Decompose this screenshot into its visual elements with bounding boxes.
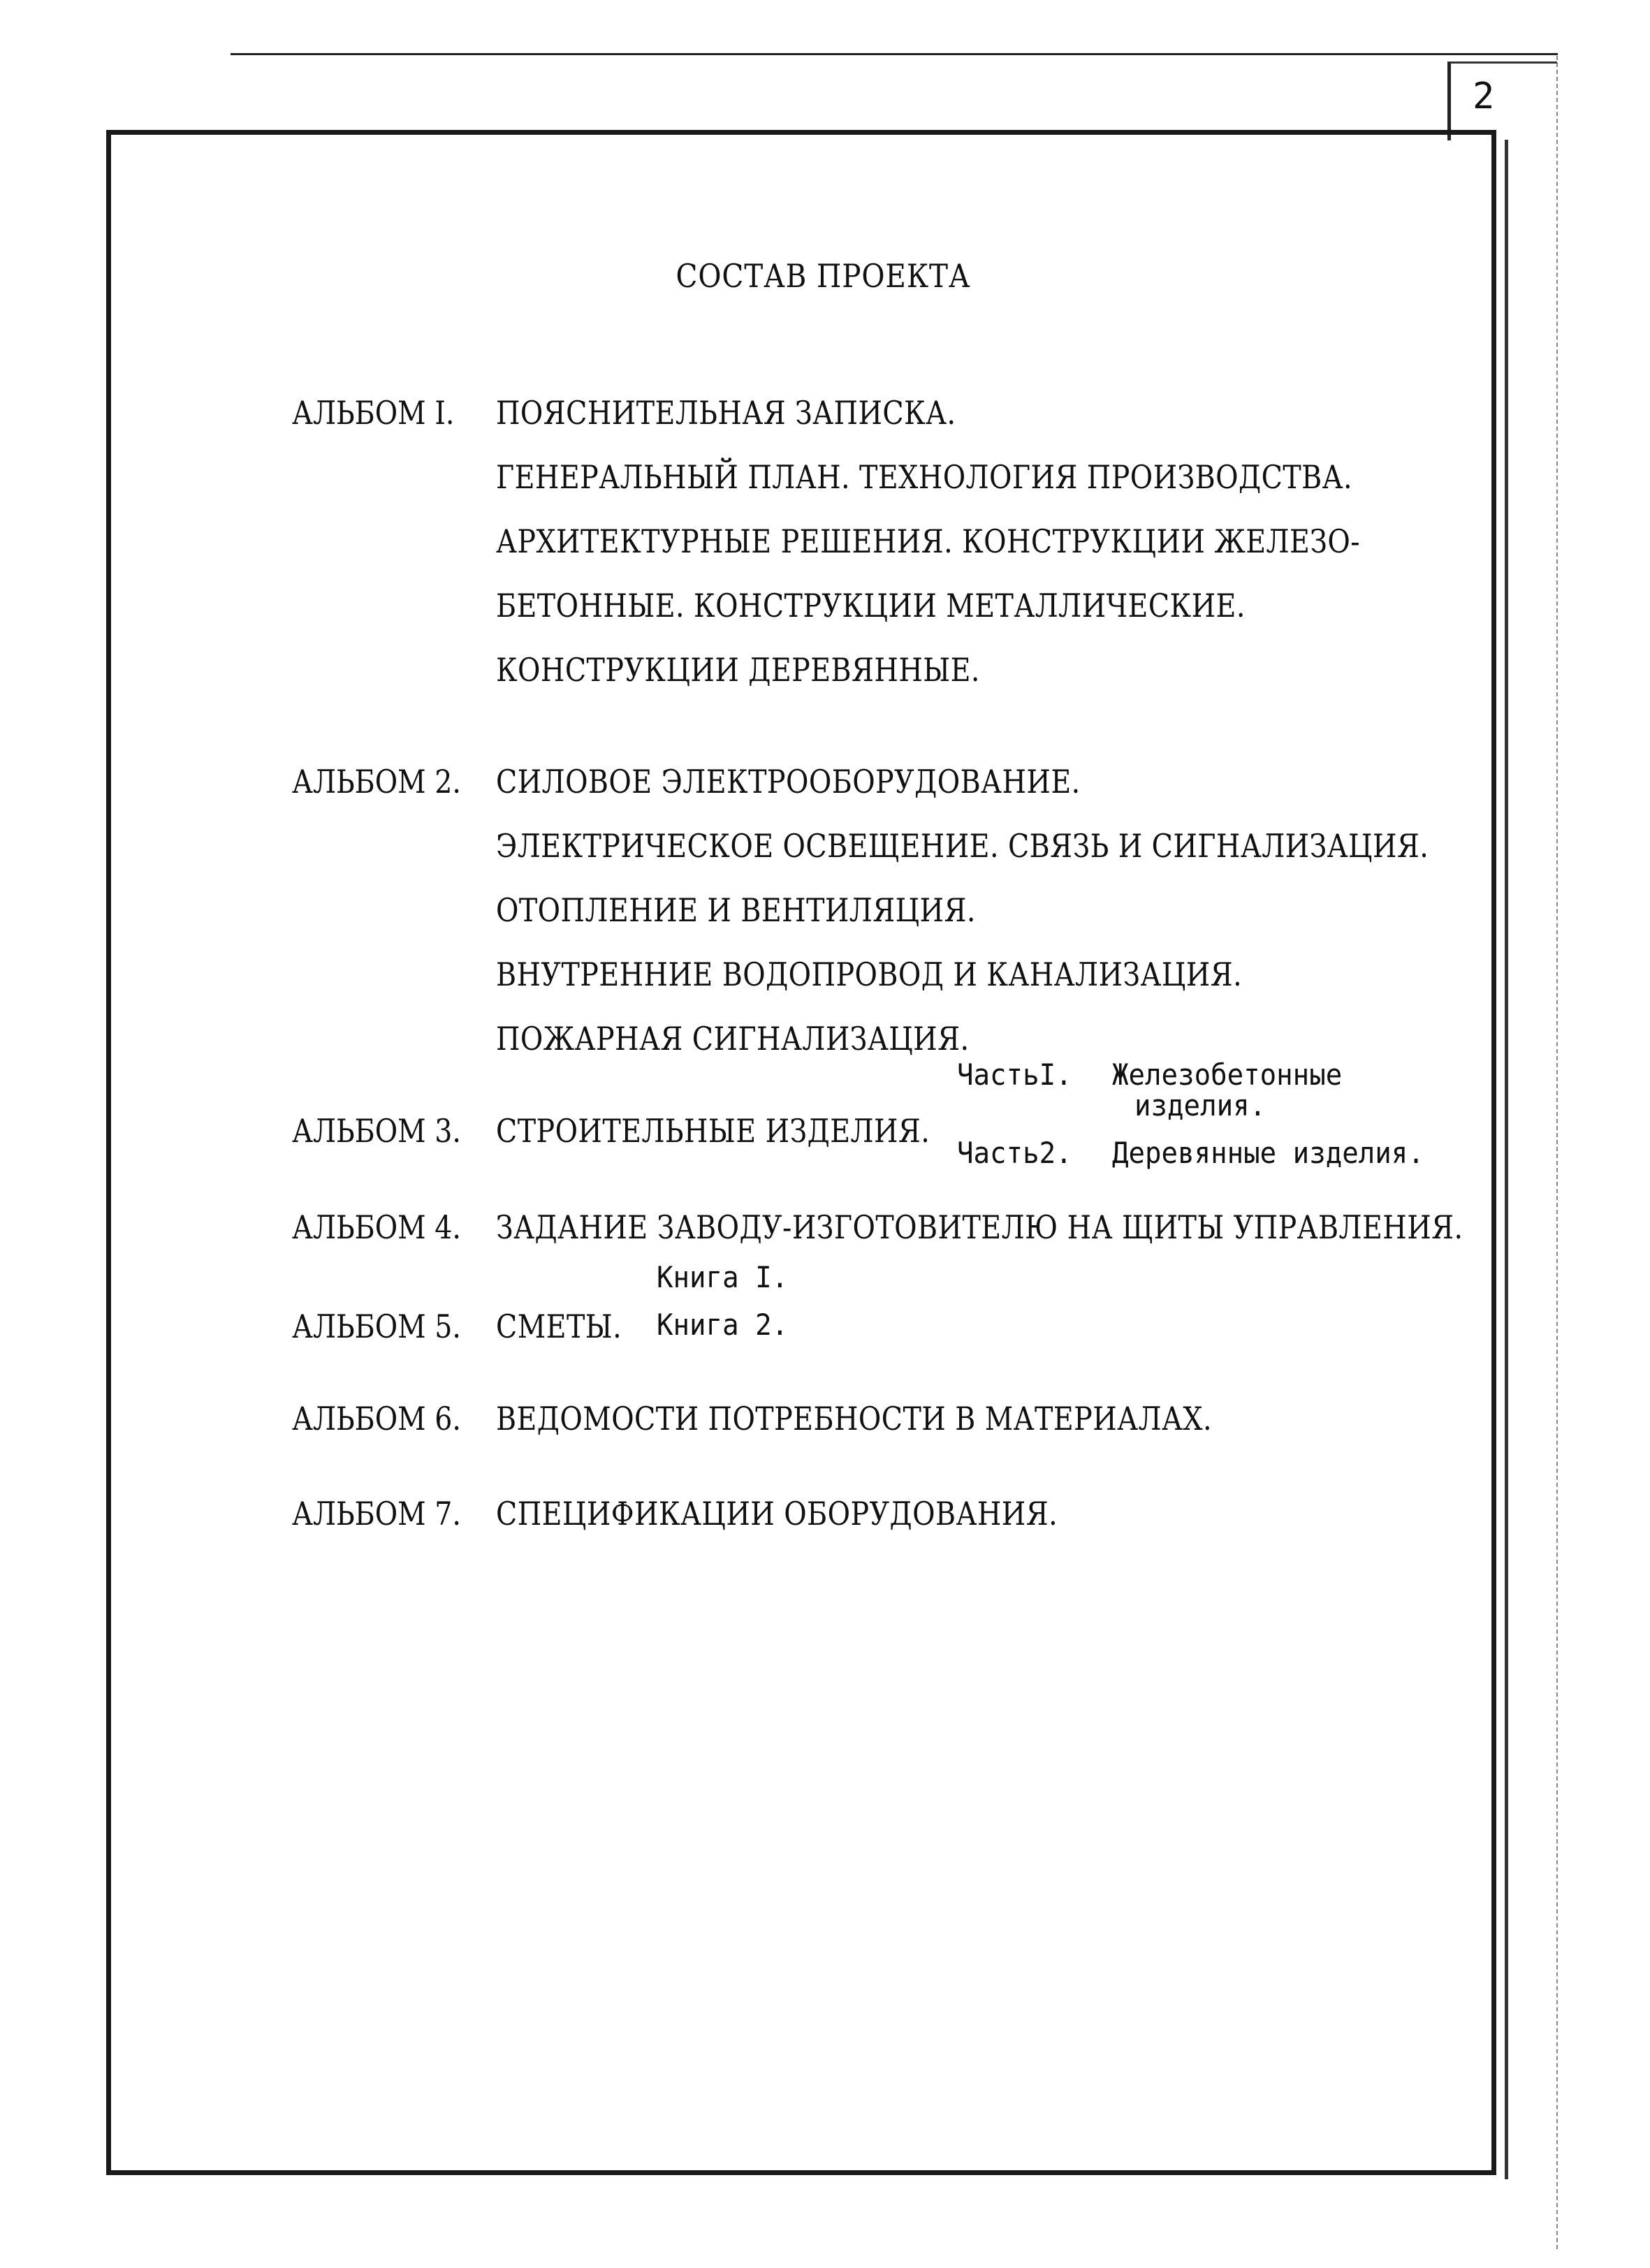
page-number-box bbox=[1447, 61, 1557, 140]
page-title: СОСТАВ ПРОЕКТА bbox=[676, 257, 971, 295]
page-number: 2 bbox=[1473, 75, 1495, 117]
album-1-label: АЛЬБОМ I. bbox=[292, 394, 455, 432]
album-6-line-1: ВЕДОМОСТИ ПОТРЕБНОСТИ В МАТЕРИАЛАХ. bbox=[496, 1400, 1212, 1437]
album-2-line-3: ОТОПЛЕНИЕ И ВЕНТИЛЯЦИЯ. bbox=[496, 891, 976, 929]
album-5-book-2: Книга 2. bbox=[657, 1308, 789, 1342]
album-2-line-2: ЭЛЕКТРИЧЕСКОЕ ОСВЕЩЕНИЕ. СВЯЗЬ И СИГНАЛИЗАЦИЯ. bbox=[496, 827, 1429, 865]
album-2-line-5: ПОЖАРНАЯ СИГНАЛИЗАЦИЯ. bbox=[496, 1020, 970, 1058]
album-3-part-1-text-2: изделия. bbox=[1134, 1088, 1266, 1122]
album-1-line-1: ПОЯСНИТЕЛЬНАЯ ЗАПИСКА. bbox=[496, 394, 956, 432]
frame-right-rule bbox=[1505, 140, 1508, 2179]
album-1-line-3: АРХИТЕКТУРНЫЕ РЕШЕНИЯ. КОНСТРУКЦИИ ЖЕЛЕЗО- bbox=[496, 522, 1361, 560]
album-5-label: АЛЬБОМ 5. bbox=[292, 1308, 461, 1345]
album-3-part-2-text: Деревянные изделия. bbox=[1112, 1136, 1424, 1170]
top-rule bbox=[231, 53, 1558, 55]
album-3-part-1-text: Железобетонные bbox=[1112, 1058, 1343, 1092]
album-5-line-1: СМЕТЫ. bbox=[496, 1308, 622, 1345]
album-3-part-1-label: ЧастьI. bbox=[957, 1058, 1072, 1092]
album-3-label: АЛЬБОМ 3. bbox=[292, 1112, 461, 1150]
cut-line bbox=[1556, 56, 1558, 2249]
album-1-line-4: БЕТОННЫЕ. КОНСТРУКЦИИ МЕТАЛЛИЧЕСКИЕ. bbox=[496, 587, 1246, 624]
album-3-line-1: СТРОИТЕЛЬНЫЕ ИЗДЕЛИЯ. bbox=[496, 1112, 930, 1150]
album-4-line-1: ЗАДАНИЕ ЗАВОДУ-ИЗГОТОВИТЕЛЮ НА ЩИТЫ УПРАВЛЕНИЯ. bbox=[496, 1208, 1463, 1246]
album-1-line-5: КОНСТРУКЦИИ ДЕРЕВЯННЫЕ. bbox=[496, 651, 980, 689]
album-2-line-1: СИЛОВОЕ ЭЛЕКТРООБОРУДОВАНИЕ. bbox=[496, 763, 1081, 800]
album-7-label: АЛЬБОМ 7. bbox=[292, 1495, 461, 1532]
album-1-line-2: ГЕНЕРАЛЬНЫЙ ПЛАН. ТЕХНОЛОГИЯ ПРОИЗВОДСТВА. bbox=[496, 458, 1353, 496]
album-7-line-1: СПЕЦИФИКАЦИИ ОБОРУДОВАНИЯ. bbox=[496, 1495, 1058, 1532]
album-2-label: АЛЬБОМ 2. bbox=[292, 763, 461, 800]
album-2-line-4: ВНУТРЕННИЕ ВОДОПРОВОД И КАНАЛИЗАЦИЯ. bbox=[496, 956, 1243, 993]
album-6-label: АЛЬБОМ 6. bbox=[292, 1400, 461, 1437]
album-5-book-1: Книга I. bbox=[657, 1260, 789, 1294]
album-4-label: АЛЬБОМ 4. bbox=[292, 1208, 461, 1246]
album-3-part-2-label: Часть2. bbox=[957, 1136, 1072, 1170]
